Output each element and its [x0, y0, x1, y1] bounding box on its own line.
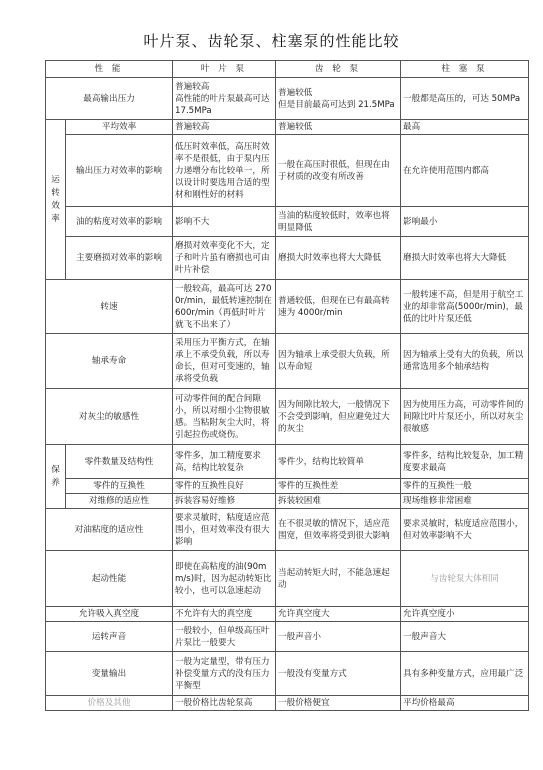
cell-vane: 拆装容易好维修: [173, 494, 276, 509]
header-property: 性 能: [46, 61, 173, 78]
cell-piston: 因为轴承上受有大的负载，所以通常选用多个轴承结构: [401, 334, 529, 389]
row-label: 零件的互换性: [66, 479, 173, 494]
table-row: [46, 280, 529, 334]
table-row: [46, 78, 529, 120]
table-row: [46, 622, 529, 652]
table-row: [46, 509, 529, 551]
table-row: [46, 207, 529, 237]
cell-piston: 一般声音大: [401, 622, 529, 652]
cell-vane: 一般较小，但单级高压叶片泵比一般要大: [173, 622, 276, 652]
cell-gear: 零件的互换性差: [276, 479, 401, 494]
cell-piston: 磨损大时效率也将大大降低: [401, 237, 529, 280]
cell-gear: 一般没有变量方式: [276, 652, 401, 696]
table-row: [46, 494, 529, 509]
cell-piston: 平均价格最高: [401, 696, 529, 711]
cell-piston: 最高: [401, 120, 529, 135]
row-label: 油的粘度对效率的影响: [66, 207, 173, 237]
cell-vane: 普遍较高: [173, 120, 276, 135]
cell-vane: 一般较高，最高可达 2700r/min，最低转速控制在 600r/min（再低时叶片就飞不出来了）: [173, 280, 276, 334]
header-piston-pump: 柱 塞 泵: [401, 61, 529, 78]
cell-piston: 要求灵敏时，粘度适应范围小，但对效率影响不大: [401, 509, 529, 551]
cell-vane: 采用压力平衡方式，在轴承上不承受负载，所以寿命长，但对可变速的，轴承将受负载: [173, 334, 276, 389]
row-label: 对灰尘的敏感性: [46, 389, 173, 445]
group-label-efficiency: 运转效率: [46, 120, 66, 280]
row-label: 价格及其他: [46, 696, 173, 711]
row-label: 转速: [46, 280, 173, 334]
cell-vane: 可动零件间的配合间隙小，所以对细小尘物很敏感。当粘附灰尘大时，将引起拉伤或烧伤。: [173, 389, 276, 445]
row-label: 最高输出压力: [46, 78, 173, 120]
row-label: 主要磨损对效率的影响: [66, 237, 173, 280]
cell-gear: 一般声音小: [276, 622, 401, 652]
cell-vane: 磨损对效率变化不大，定子和叶片虽有磨损也可由叶片补偿: [173, 237, 276, 280]
header-gear-pump: 齿 轮 泵: [276, 61, 401, 78]
cell-gear: 零件少，结构比较简单: [276, 445, 401, 479]
cell-piston: 具有多种变量方式，应用最广泛: [401, 652, 529, 696]
cell-vane: 零件的互换性良好: [173, 479, 276, 494]
table-row: [46, 120, 529, 135]
row-label: 变量输出: [46, 652, 173, 696]
cell-gear: 当油的粘度较低时，效率也将明显降低: [276, 207, 401, 237]
cell-gear: 一般在高压时很低，但现在由于材质的改变有所改善: [276, 135, 401, 207]
table-row: [46, 607, 529, 622]
table-row: [46, 389, 529, 445]
cell-vane: 一般为定量型，带有压力补偿变量方式的没有压力平衡型: [173, 652, 276, 696]
cell-piston: 现场维修非常困难: [401, 494, 529, 509]
row-label: 对油粘度的适应性: [46, 509, 173, 551]
row-label: 输出压力对效率的影响: [66, 135, 173, 207]
cell-gear: 允许真空度大: [276, 607, 401, 622]
cell-vane: 即使在高粘度的油(90mm/s)时，因为起动转矩比较小，也可以急速起动: [173, 551, 276, 607]
cell-piston: 在允许使用范围内都高: [401, 135, 529, 207]
cell-piston: 一般都是高压的，可达 50MPa: [401, 78, 529, 120]
cell-piston: 影响最小: [401, 207, 529, 237]
cell-gear: 磨损大时效率也将大大降低: [276, 237, 401, 280]
header-vane-pump: 叶 片 泵: [173, 61, 276, 78]
row-label: 运转声音: [46, 622, 173, 652]
cell-vane: 一般价格比齿轮泵高: [173, 696, 276, 711]
comparison-table: [45, 60, 529, 711]
cell-vane: 低压时效率低，高压时效率不是很低，由于泵内压力递增分布比较单一，所以设计时要选用合适的型材和刚性好的材料: [173, 135, 276, 207]
cell-piston: 与齿轮泵大体相同: [401, 551, 529, 607]
table-row: [46, 696, 529, 711]
table-row: [46, 334, 529, 389]
cell-gear: 因为轴承上承受很大负载，所以寿命短: [276, 334, 401, 389]
table-row: [46, 551, 529, 607]
cell-vane: 要求灵敏时，粘度适应范围小，但对效率没有很大影响: [173, 509, 276, 551]
group-label-maintenance: 保养: [46, 445, 66, 509]
table-row: [46, 479, 529, 494]
row-label: 允许吸入真空度: [46, 607, 173, 622]
row-label: 轴承寿命: [46, 334, 173, 389]
cell-gear: 普遍较低: [276, 120, 401, 135]
cell-vane: 影响不大: [173, 207, 276, 237]
document-title: 叶片泵、齿轮泵、柱塞泵的性能比较: [143, 32, 400, 50]
cell-piston: 一般转速不高，但是用于航空工业的却非常高(5000r/min)，最低的比叶片泵还低: [401, 280, 529, 334]
row-label: 平均效率: [66, 120, 173, 135]
row-label: 零件数量及结构性: [66, 445, 173, 479]
cell-piston: 因为使用压力高，可动零件间的间隙比叶片泵还小，所以对灰尘很敏感: [401, 389, 529, 445]
cell-gear: 当起动转矩大时，不能急速起动: [276, 551, 401, 607]
cell-gear: 普遍较低 但是目前最高可达到 21.5MPa: [276, 78, 401, 120]
cell-vane: 零件多，加工精度要求高，结构比较复杂: [173, 445, 276, 479]
cell-piston: 允许真空度小: [401, 607, 529, 622]
row-label: 对维修的适应性: [66, 494, 173, 509]
cell-gear: 一般价格便宜: [276, 696, 401, 711]
table-row: [46, 445, 529, 479]
cell-gear: 拆装较困难: [276, 494, 401, 509]
cell-gear: 因为间隙比较大，一般情况下不会受到影响，但应避免过大的灰尘: [276, 389, 401, 445]
row-label: 起动性能: [46, 551, 173, 607]
table-row: [46, 237, 529, 280]
cell-vane: 不允许有大的真空度: [173, 607, 276, 622]
cell-piston: 零件多，结构比较复杂，加工精度要求最高: [401, 445, 529, 479]
cell-gear: 普通较低，但现在已有最高转速为 4000r/min: [276, 280, 401, 334]
table-row: [46, 652, 529, 696]
cell-vane: 普遍较高 高性能的叶片泵最高可达 17.5MPa: [173, 78, 276, 120]
cell-piston: 零件的互换性一般: [401, 479, 529, 494]
table-row: [46, 135, 529, 207]
cell-gear: 在不很灵敏的情况下，适应范围宽，但效率将受到很大影响: [276, 509, 401, 551]
